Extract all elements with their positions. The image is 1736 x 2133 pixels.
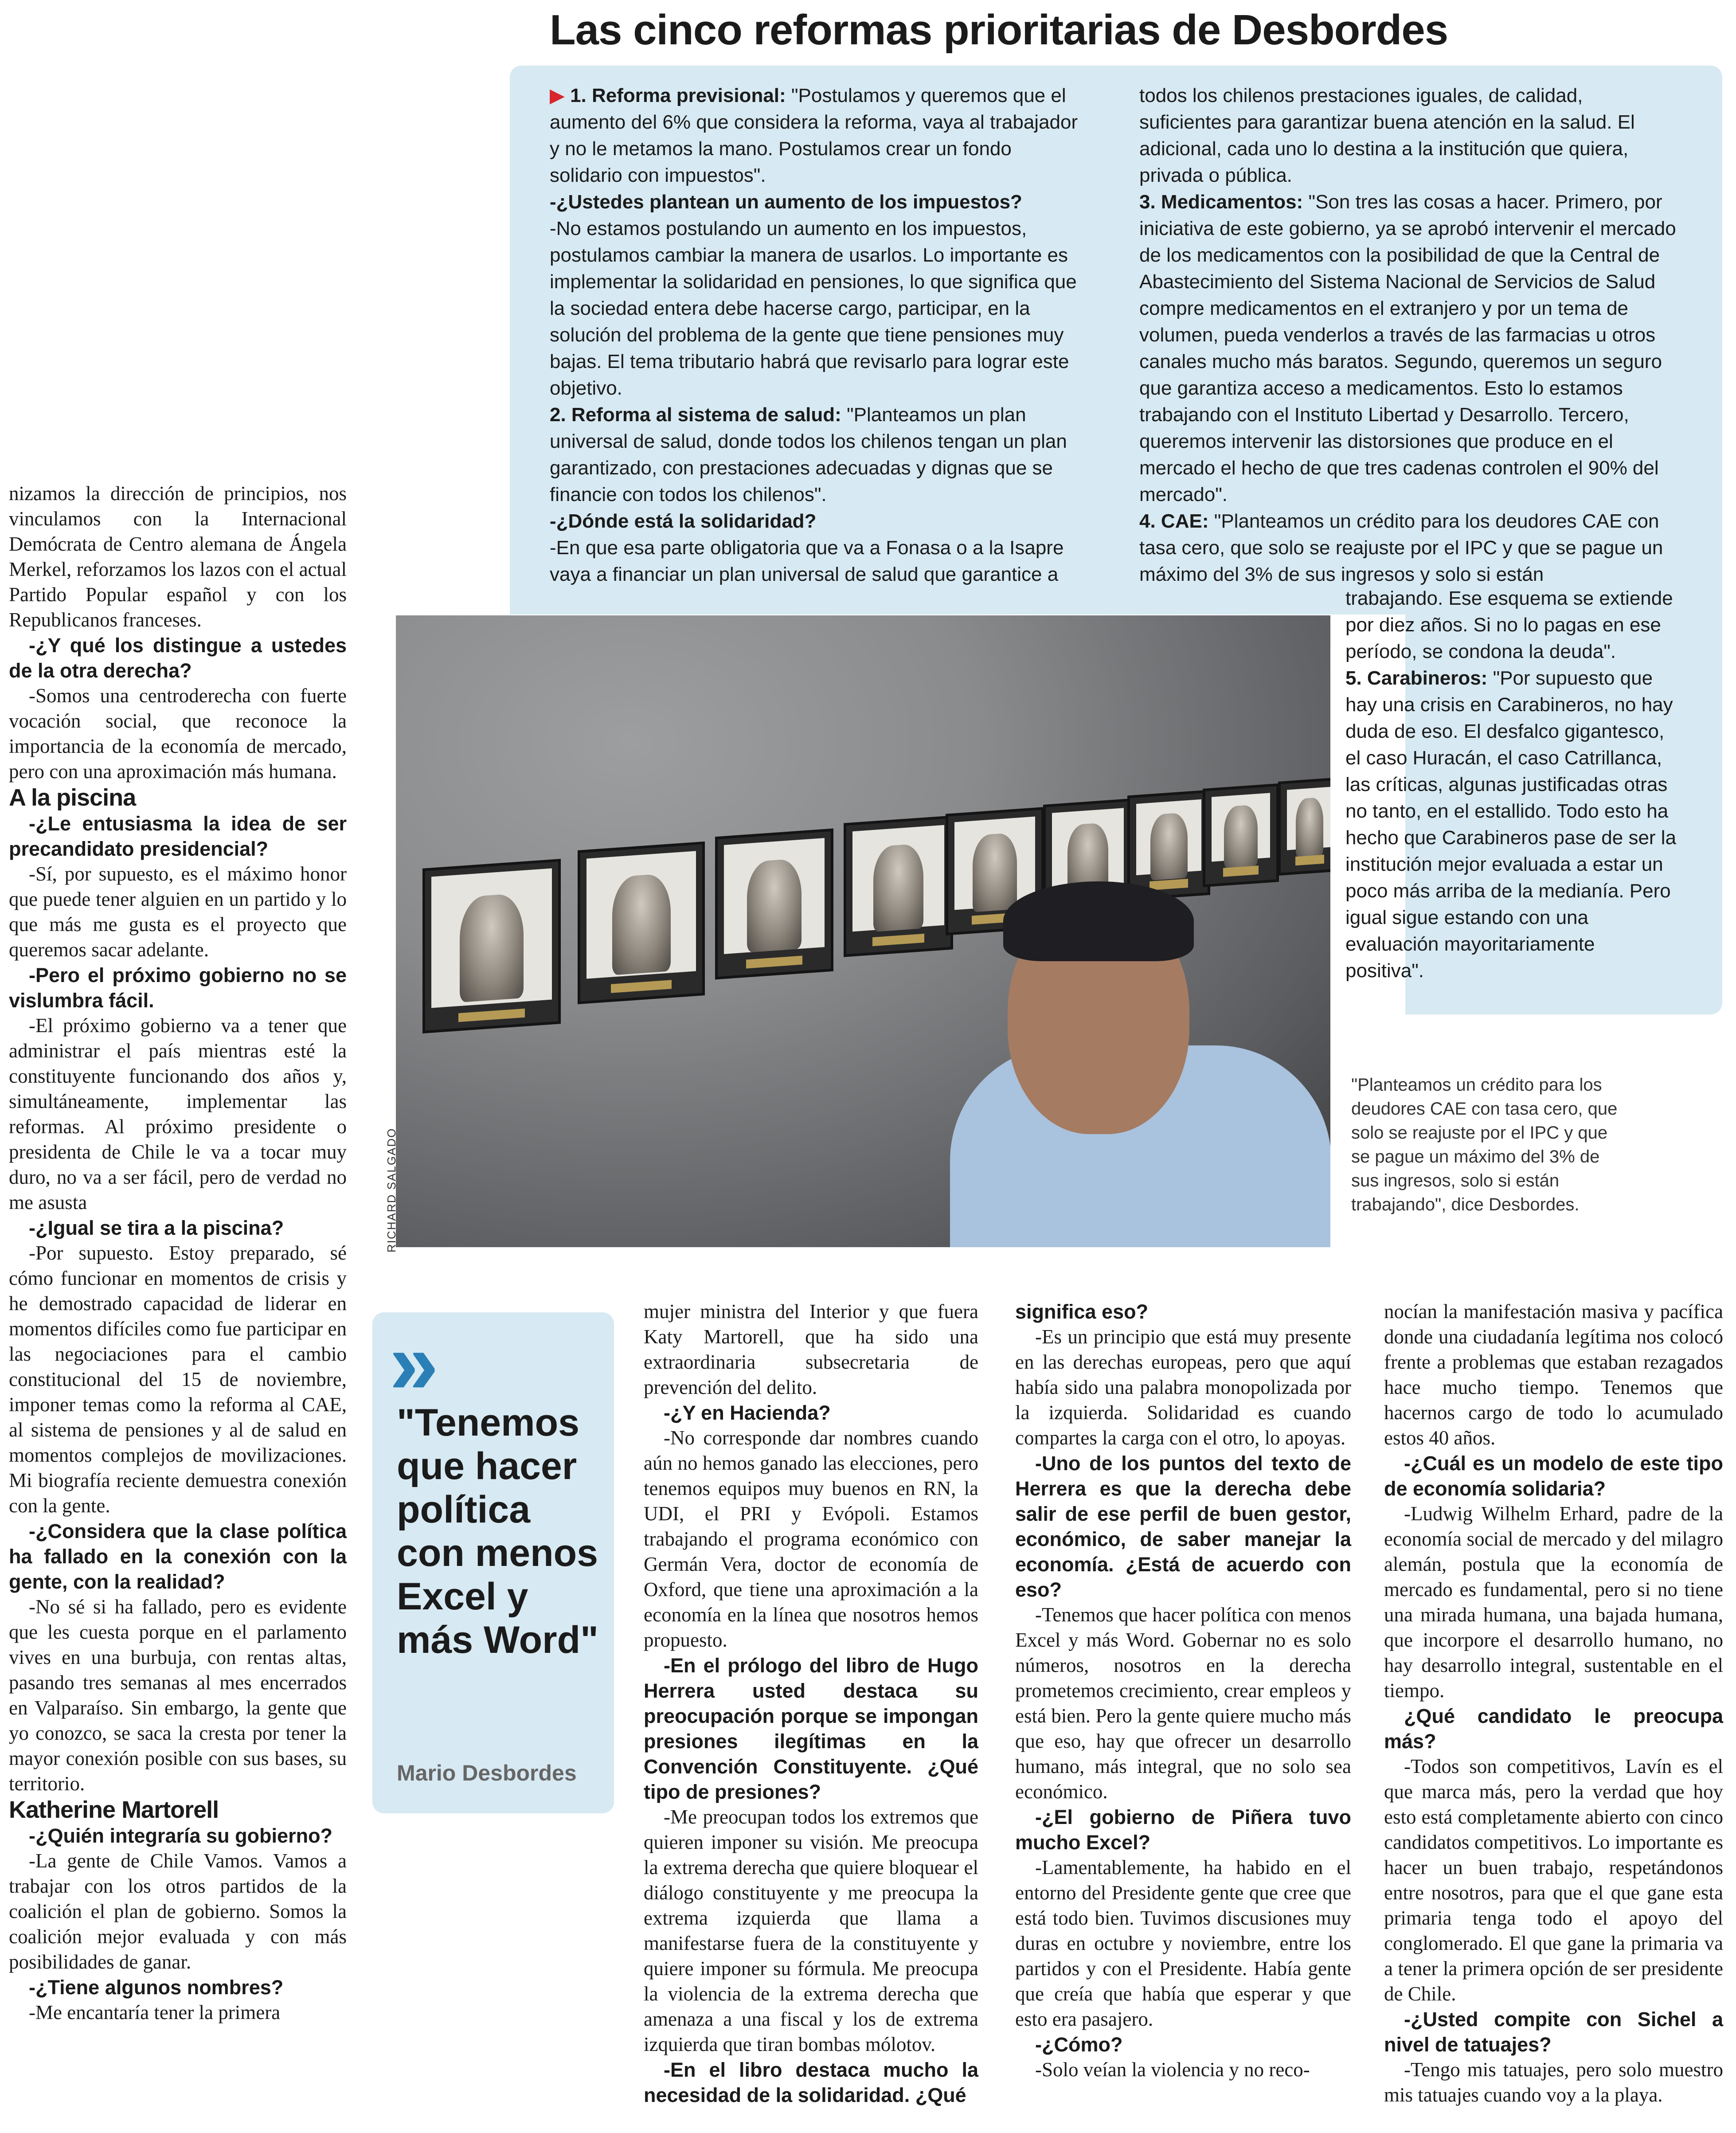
question: -¿Quién integraría su gobierno?	[29, 1824, 333, 1847]
article-column-2	[644, 1299, 978, 2108]
pull-quote-author: Mario Desbordes	[397, 1761, 577, 1785]
reform-2-text: "Planteamos un plan universal de salud, donde todos los chilenos tengan un plan garantizado, con prestaciones adecuadas y dignas que se financie con todos los chilenos".	[550, 404, 1067, 505]
reforms-column-2	[1139, 82, 1678, 588]
photo-credit: RICHARD SALGADO	[385, 1127, 398, 1252]
subheading: Katherine Martorell	[9, 1796, 219, 1823]
reforms-column-1	[550, 82, 1088, 588]
answer: -Solo veían la violencia y no reco-	[1035, 2059, 1310, 2081]
answer: -Ludwig Wilhelm Erhard, padre de la economía social de mercado y del milagro alemán, postula que la economía de mercado es fundamental, pero si no tiene una mirada humana, una bajada humana, que incorpore el desarrollo humano, no hay desarrollo integral, sustentable en el tiempo.	[1384, 1503, 1723, 1702]
answer: -Sí, por supuesto, es el máximo honor que puede tener alguien en un partido y lo que más me gusta es el proyecto que queremos sacar adelante.	[9, 863, 347, 961]
portrait-frame	[422, 859, 561, 1033]
question: -Uno de los puntos del texto de Herrera es que la derecha debe salir de ese perfil de buen gestor, económico, de saber manejar la economía. ¿Está de acuerdo con eso?	[1015, 1452, 1351, 1601]
question: -¿Dónde está la solidaridad?	[550, 510, 817, 532]
question: -¿Usted compite con Sichel a nivel de tatuajes?	[1384, 2008, 1723, 2056]
answer: -No estamos postulando un aumento en los impuestos, postulamos cambiar la manera de usarlos. Lo importante es implementar la solidaridad en pensiones, lo que significa que la sociedad entera debe hacerse cargo, participar, en la solución del problema de la gente que tiene pensiones muy bajas. El tema tributario habrá que revisarlo para lograr este objetivo.	[550, 218, 1077, 399]
question: -¿Le entusiasma la idea de ser precandidato presidencial?	[9, 812, 347, 860]
answer: -Por supuesto. Estoy preparado, sé cómo funcionar en momentos de crisis y he demostrado capacidad de liderar en momentos difíciles como fue participar en las negociaciones para el cambio constitucional del 15 de noviembre, imponer temas como la reforma al CAE, al sistema de pensiones y al de salud en momentos complejos de movilizaciones. Mi biografía reciente demuestra conexión con la gente.	[9, 1242, 347, 1517]
answer: -La gente de Chile Vamos. Vamos a trabajar con los otros partidos de la coalición el plan de gobierno. Somos la coalición mejor evaluada y con más posibilidades de ganar.	[9, 1850, 347, 1973]
quote-marks-icon: »	[389, 1314, 421, 1413]
portrait-frame	[715, 829, 833, 980]
photo-desbordes	[396, 615, 1330, 1247]
reform-1-text: "Postulamos y queremos que el aumento del 6% que considera la reforma, vaya al trabajador y no le metamos la mano. Postulamos crear un fondo solidario con impuestos".	[550, 85, 1078, 186]
question: ¿Qué candidato le preocupa más?	[1384, 1705, 1723, 1753]
article-column-4	[1384, 1299, 1723, 2108]
question: -¿Igual se tira a la piscina?	[29, 1217, 284, 1239]
question: significa eso?	[1015, 1300, 1149, 1323]
question: -En el libro destaca mucho la necesidad de la solidaridad. ¿Qué	[644, 2059, 978, 2106]
question: -¿Cuál es un modelo de este tipo de economía solidaria?	[1384, 1452, 1723, 1500]
portrait-frame	[578, 841, 705, 1004]
headline: Las cinco reformas prioritarias de Desbordes	[550, 6, 1448, 54]
answer: todos los chilenos prestaciones iguales, de calidad, suficientes para garantizar buena atención en la salud. El adicional, cada uno lo destina a la institución que quiera, privada o pública.	[1139, 85, 1635, 186]
answer: -El próximo gobierno va a tener que administrar el país mientras esté la constituyente funcionando dos años y, simultáneamente, implementar las reformas. Al próximo presidente o presidenta de Chile le va a tocar muy duro, no va a ser fácil, pero de verdad no me asusta	[9, 1014, 347, 1213]
question: -En el prólogo del libro de Hugo Herrera usted destaca su preocupación porque se impongan presiones ilegítimas en la Convención Constituyente. ¿Qué tipo de presiones?	[644, 1654, 978, 1803]
reform-3-text: "Son tres las cosas a hacer. Primero, por iniciativa de este gobierno, ya se aprobó intervenir el mercado de los medicamentos con la posibilidad de que la Central de Abastecimiento del Sistema Nacional de Servicios de Salud compre medicamentos en el extranjero y por un tema de volumen, pueda venderlos a través de las farmacias u otros canales mucho más baratos. Segundo, queremos un seguro que garantiza acceso a medicamentos. Esto lo estamos trabajando con el Instituto Libertad y Desarrollo. Tercero, queremos intervenir las distorsiones que produce en el mercado el hecho de que tres cadenas controlen el 90% del mercado".	[1139, 191, 1676, 505]
photo-caption: "Planteamos un crédito para los deudores CAE con tasa cero, que solo se reajuste por el IPC y que se pague un máximo del 3% de sus ingresos, solo si están trabajando", dice Desbordes.	[1351, 1075, 1618, 1214]
answer: mujer ministra del Interior y que fuera Katy Martorell, que ha sido una extraordinaria subsecretaria de prevención del delito.	[644, 1300, 978, 1398]
question: -¿Tiene algunos nombres?	[29, 1976, 284, 1999]
answer: -No corresponde dar nombres cuando aún no hemos ganado las elecciones, pero tenemos equipos muy buenos en RN, la UDI, el PRI y Evópoli. Estamos trabajando el programa económico con Germán Vera, doctor de economía de Oxford, que tiene una aproximación a la economía en la línea que nosotros hemos propuesto.	[644, 1427, 978, 1651]
reform-4-continued: trabajando. Ese esquema se extiende por diez años. Si no lo pagas en ese período, se condona la deuda".	[1345, 587, 1673, 662]
pull-quote-box	[372, 1312, 614, 1813]
question: -¿Considera que la clase política ha fallado en la conexión con la gente, con la realidad?	[9, 1520, 347, 1593]
reform-2-label: 2. Reforma al sistema de salud:	[550, 404, 841, 426]
portrait-frame	[1203, 783, 1279, 887]
question: -¿Cómo?	[1035, 2033, 1123, 2056]
portrait-frame	[1278, 777, 1330, 876]
answer: -Me encantaría tener la primera	[29, 2001, 281, 2023]
paragraph: nizamos la dirección de principios, nos vinculamos con la Internacional Demócrata de Centro alemana de Ángela Merkel, reforzamos los lazos con el actual Partido Popular español y con los Republicanos franceses.	[9, 482, 347, 631]
portrait-frame	[844, 815, 953, 957]
reform-4-text: "Planteamos un crédito para los deudores CAE con tasa cero, que solo se reajuste por el IPC y que se pague un máximo del 3% de sus ingresos y solo si están	[1139, 510, 1663, 585]
portrait-frame	[1127, 790, 1210, 900]
reform-3-label: 3. Medicamentos:	[1139, 191, 1303, 213]
article-column-1	[9, 481, 347, 2025]
arrow-icon: ▶	[550, 85, 571, 106]
answer: -Todos son competitivos, Lavín es el que marca más, pero la verdad que hoy esto está completamente abierto con cinco candidatos competitivos. Lo importante es hacer un buen trabajo, respetándonos entre nosotros, para que el que gane esta primaria tenga todo el apoyo del conglomerado. El que gane la primaria va a tener la primera opción de ser presidente de Chile.	[1384, 1755, 1723, 2005]
question: -¿Ustedes plantean un aumento de los impuestos?	[550, 191, 1022, 213]
question: -¿El gobierno de Piñera tuvo mucho Excel?	[1015, 1806, 1351, 1854]
question: -Pero el próximo gobierno no se vislumbra fácil.	[9, 964, 347, 1012]
answer: -Tenemos que hacer política con menos Excel y más Word. Gobernar no es solo números, nosotros en la derecha prometemos crecimiento, crear empleos y está bien. Pero la gente quiere mucho más que eso, hay que ofrecer un desarrollo humano, más integral, que no solo sea económico.	[1015, 1604, 1351, 1803]
reform-1-label: 1. Reforma previsional:	[570, 85, 786, 106]
answer: -Tengo mis tatuajes, pero solo muestro mis tatuajes cuando voy a la playa.	[1384, 2059, 1723, 2106]
question: -¿Y en Hacienda?	[664, 1401, 831, 1424]
answer: -Es un principio que está muy presente en las derechas europeas, pero que aquí había sido una palabra monopolizada por la izquierda. Solidaridad es cuando compartes la carga con el otro, lo apoyas.	[1015, 1326, 1351, 1449]
subheading: A la piscina	[9, 784, 136, 811]
reform-5-label: 5. Carabineros:	[1345, 667, 1488, 689]
answer: -No sé si ha fallado, pero es evidente que les cuesta porque en el parlamento vives en una burbuja, con rentas altas, pasando tres semanas al mes encerrados en Valparaíso. Sin embargo, la gente que yo conozco, se saca la cresta por tener la mayor conexión posible con sus bases, su territorio.	[9, 1596, 347, 1795]
answer: -Lamentablemente, ha habido en el entorno del Presidente gente que cree que está todo bien. Tuvimos discusiones muy duras en octubre y noviembre, entre los partidos y con el Presidente. Había gente que creía que había que esperar y que esto era pasajero.	[1015, 1856, 1351, 2030]
answer: nocían la manifestación masiva y pacífica donde una ciudadanía legítima nos colocó frente a problemas que estaban rezagados hace mucho tiempo. Tenemos que hacernos cargo de todo lo acumulado estos 40 años.	[1384, 1300, 1723, 1449]
answer: -Somos una centroderecha con fuerte vocación social, que reconoce la importancia de la economía de mercado, pero con una aproximación más humana.	[9, 685, 347, 783]
pull-quote-text: "Tenemos que hacer política con menos Excel y más Word"	[397, 1401, 598, 1661]
person-hair	[1003, 881, 1194, 961]
answer: -En que esa parte obligatoria que va a Fonasa o a la Isapre vaya a financiar un plan universal de salud que garantice a	[550, 537, 1064, 585]
article-column-3	[1015, 1299, 1351, 2082]
reform-4-label: 4. CAE:	[1139, 510, 1209, 532]
question: -¿Y qué los distingue a ustedes de la otra derecha?	[9, 634, 347, 682]
reform-5-text: "Por supuesto que hay una crisis en Carabineros, no hay duda de eso. El desfalco gigantesco, el caso Huracán, el caso Catrillanca, las críticas, algunas justificadas otras no tanto, en el estallido. Todo esto ha hecho que Carabineros pase de ser la institución mejor evaluada a estar un poco más arriba de la medianía. Pero igual sigue estando con una evaluación mayoritariamente positiva".	[1345, 667, 1677, 982]
reforms-column-2-narrow	[1345, 585, 1678, 984]
answer: -Me preocupan todos los extremos que quieren imponer su visión. Me preocupa la extrema derecha que quiere bloquear el diálogo constituyente y me preocupa la extrema izquierda que llama a manifestarse fuera de la constituyente y quiere imponer su fórmula. Me preocupa la violencia de la extrema derecha que amenaza a una fiscal y los de extrema izquierda que tiran bombas mólotov.	[644, 1806, 978, 2055]
